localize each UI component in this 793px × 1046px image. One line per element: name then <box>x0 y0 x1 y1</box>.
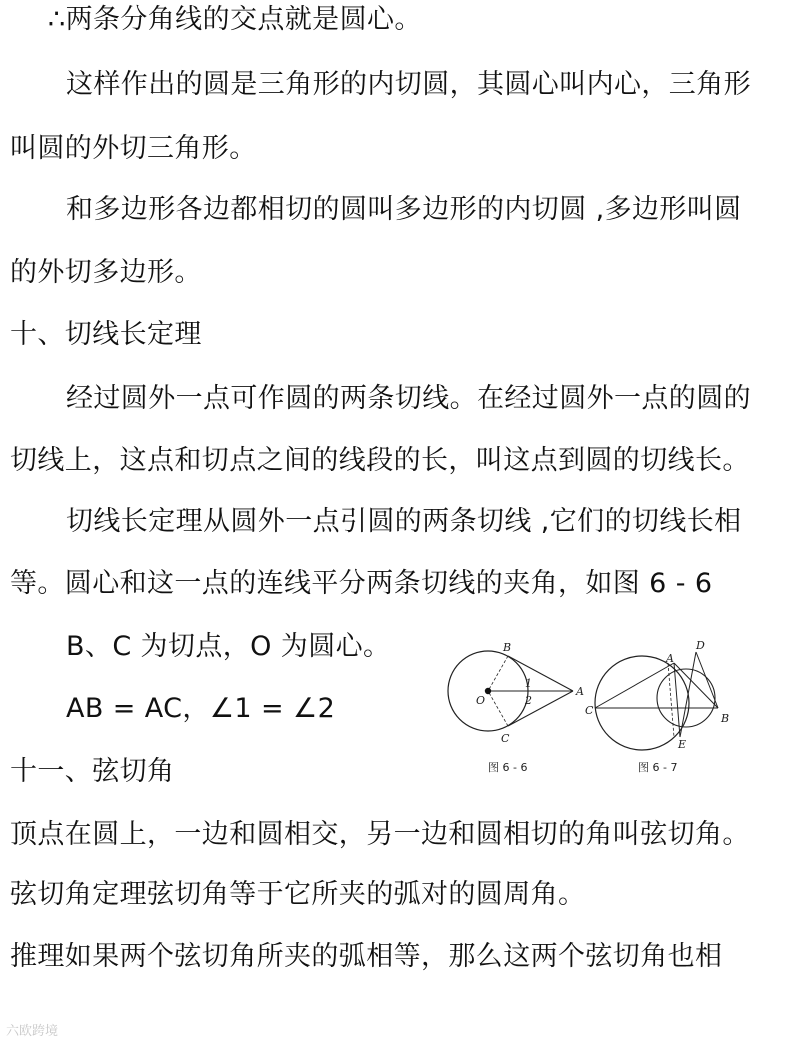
fig1-label-b: B <box>503 641 512 654</box>
section-heading-10: 十、切线长定理 <box>10 319 202 350</box>
figure-6-6 <box>448 641 584 774</box>
text-line-15: 弦切角定理弦切角等于它所夹的弧对的圆周角。 <box>10 879 586 910</box>
fig1-radius-oc <box>488 691 508 726</box>
fig1-label-a: A <box>576 685 584 698</box>
text-line-14: 顶点在圆上，一边和圆相交，另一边和圆相切的角叫弦切角。 <box>10 819 750 850</box>
watermark: 六欧跨境 <box>6 1024 59 1039</box>
fig2-line-de <box>680 652 696 737</box>
fig2-label-a: A <box>666 652 674 665</box>
fig2-line-ca <box>595 663 674 708</box>
fig2-label-b: B <box>721 712 730 725</box>
text-line-2: 这样作出的圆是三角形的内切圆，其圆心叫内心，三角形 <box>66 69 751 100</box>
figures-area <box>442 640 782 785</box>
fig1-label-1: 1 <box>525 677 532 690</box>
section-heading-11: 十一、弦切角 <box>10 756 175 787</box>
text-line-8: 切线上，这点和切点之间的线段的长，叫这点到圆的切线长。 <box>10 445 750 476</box>
fig2-line-db <box>696 652 718 708</box>
text-line-7: 经过圆外一点可作圆的两条切线。在经过圆外一点的圆的 <box>66 383 751 414</box>
fig2-line-ab <box>674 663 718 708</box>
fig1-label-o: O <box>476 694 486 707</box>
figures-svg <box>442 640 782 785</box>
figure-6-7 <box>585 640 729 774</box>
fig1-label-c: C <box>501 732 510 745</box>
fig2-label-d: D <box>696 640 705 652</box>
fig1-tangent-ac <box>508 691 573 726</box>
text-line-9: 切线长定理从圆外一点引圆的两条切线 ,它们的切线长相 <box>66 506 742 537</box>
text-line-5: 的外切多边形。 <box>10 257 202 288</box>
text-line-1: ∴两条分角线的交点就是圆心。 <box>48 4 422 35</box>
fig2-dashed-chord <box>668 663 674 737</box>
fig2-label-c: C <box>585 704 594 717</box>
fig1-radius-ob <box>488 656 508 691</box>
text-line-12: AB = AC，∠1 = ∠2 <box>66 693 336 724</box>
fig2-caption: 图 6 - 7 <box>638 761 678 774</box>
text-line-16: 推理如果两个弦切角所夹的弧相等，那么这两个弦切角也相 <box>10 941 723 972</box>
fig1-center-dot <box>485 688 491 694</box>
text-line-3: 叫圆的外切三角形。 <box>10 133 257 164</box>
fig1-tangent-ab <box>508 656 573 691</box>
fig1-label-2: 2 <box>525 694 532 707</box>
text-line-11: B、C 为切点，O 为圆心。 <box>66 631 391 662</box>
text-line-4: 和多边形各边都相切的圆叫多边形的内切圆 ,多边形叫圆 <box>66 194 742 225</box>
fig2-label-e: E <box>678 738 687 751</box>
fig1-caption: 图 6 - 6 <box>488 761 528 774</box>
text-line-10: 等。圆心和这一点的连线平分两条切线的夹角，如图 6 - 6 <box>10 568 713 599</box>
